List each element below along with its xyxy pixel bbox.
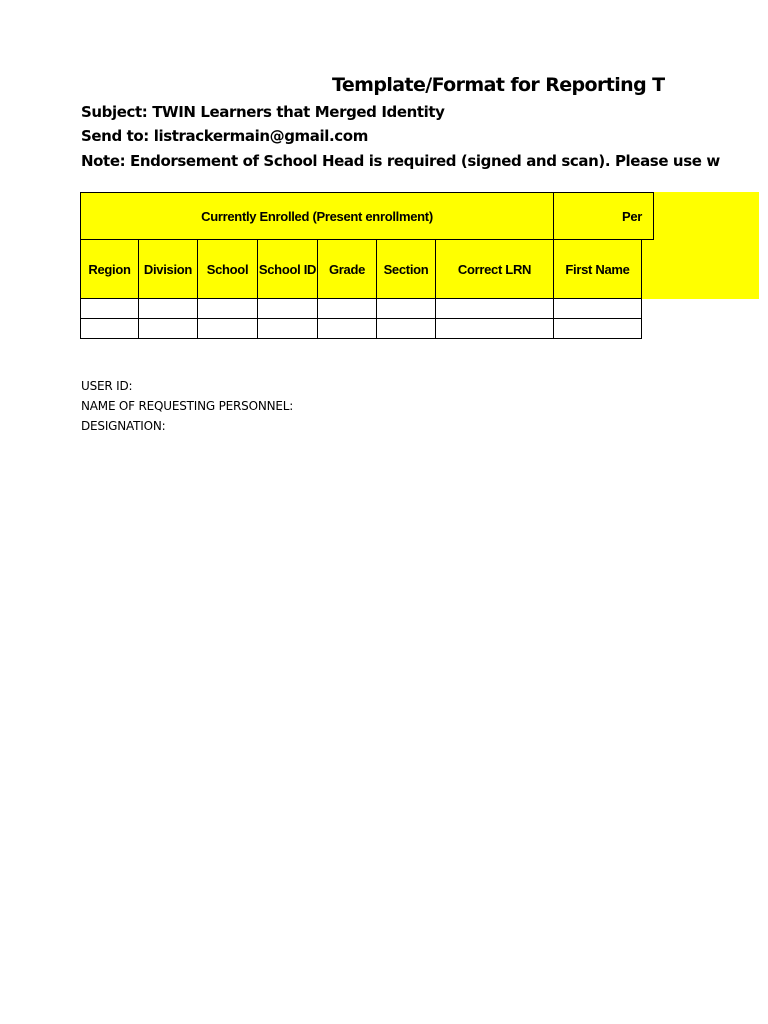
column-header-region[interactable]: Region <box>80 240 139 299</box>
user-id-label: USER ID: <box>81 379 133 393</box>
table-cell[interactable] <box>139 319 198 339</box>
table-cell[interactable] <box>377 319 436 339</box>
column-header-school-id[interactable]: School ID <box>258 240 318 299</box>
send-to-line: Send to: listrackermain@gmail.com <box>81 127 368 145</box>
table-cell[interactable] <box>80 319 139 339</box>
table-cell[interactable] <box>436 299 554 319</box>
column-header-correct-lrn[interactable]: Correct LRN <box>436 240 554 299</box>
table-cell[interactable] <box>198 299 258 319</box>
column-header-section[interactable]: Section <box>377 240 436 299</box>
table-cell[interactable] <box>318 299 377 319</box>
note-line: Note: Endorsement of School Head is required (signed and scan). Please use w <box>81 152 720 170</box>
column-header-first-name[interactable]: First Name <box>554 240 642 299</box>
document-title: Template/Format for Reporting T <box>332 74 665 96</box>
column-header-grade[interactable]: Grade <box>318 240 377 299</box>
column-header-division[interactable]: Division <box>139 240 198 299</box>
subject-line: Subject: TWIN Learners that Merged Identity <box>81 103 445 121</box>
group-header-current-enrollment[interactable]: Currently Enrolled (Present enrollment) <box>80 192 554 240</box>
table-cell[interactable] <box>554 319 642 339</box>
requesting-personnel-label: NAME OF REQUESTING PERSONNEL: <box>81 399 294 413</box>
column-header-school[interactable]: School <box>198 240 258 299</box>
table-cell[interactable] <box>198 319 258 339</box>
table-cell[interactable] <box>318 319 377 339</box>
next-group-header-fill <box>641 192 759 299</box>
table-cell[interactable] <box>258 319 318 339</box>
group-header-next[interactable]: Per <box>554 192 654 240</box>
table-cell[interactable] <box>258 299 318 319</box>
designation-label: DESIGNATION: <box>81 419 166 433</box>
table-cell[interactable] <box>80 299 139 319</box>
table-cell[interactable] <box>377 299 436 319</box>
table-cell[interactable] <box>436 319 554 339</box>
table-cell[interactable] <box>554 299 642 319</box>
table-cell[interactable] <box>139 299 198 319</box>
